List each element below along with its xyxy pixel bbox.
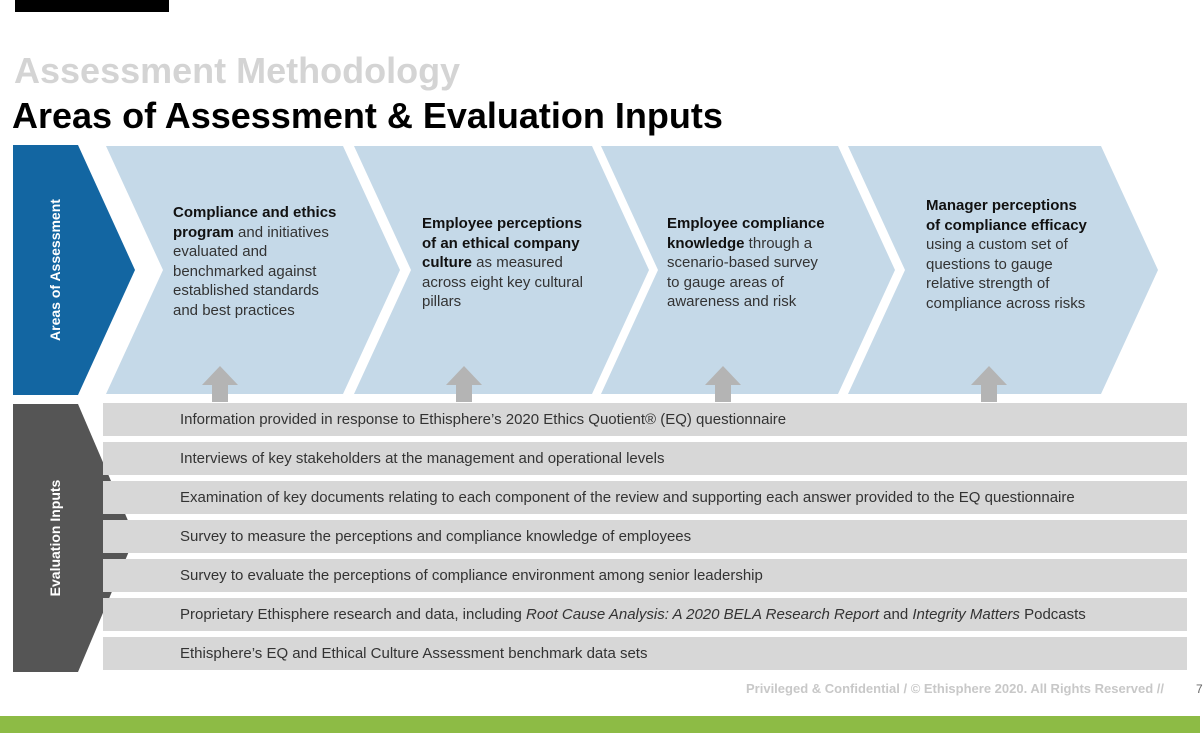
- input-item-1: [180, 410, 786, 430]
- area-text-2: [422, 214, 585, 312]
- input-text: Information provided in response to Ethisphere’s 2020 Ethics Quotient® (EQ) questionnaire: [180, 411, 787, 428]
- input-item-6: [180, 605, 1086, 625]
- input-text: and: [879, 606, 913, 623]
- input-italic-title: Root Cause Analysis: A 2020 BELA Research Report: [526, 606, 880, 623]
- area-desc-3: through a scenario-based survey to gauge areas of awareness and risk: [667, 234, 818, 310]
- input-text: Examination of key documents relating to each component of the review and supporting each answer provided to the EQ questionnaire: [180, 489, 1075, 506]
- input-item-5: [180, 566, 763, 586]
- page-subtitle: Assessment Methodology: [14, 50, 461, 91]
- input-text: Survey to measure the perceptions and compliance knowledge of employees: [180, 528, 692, 545]
- input-text: Podcasts: [1019, 606, 1086, 623]
- areas-side-label: Areas of Assessment: [47, 199, 63, 341]
- page-number: 7: [1196, 682, 1203, 696]
- input-text: Interviews of key stakeholders at the management and operational levels: [180, 450, 665, 467]
- area-desc-1: and initiatives evaluated and benchmarked against established standards and best practices: [173, 223, 329, 319]
- input-item-2: [180, 449, 664, 469]
- inputs-side-label: Evaluation Inputs: [47, 479, 63, 597]
- area-bold-2: Employee perceptions of an ethical company culture: [422, 215, 583, 271]
- input-item-3: [180, 488, 1075, 508]
- bottom-green-bar: [0, 716, 1200, 733]
- areas-side-chevron: [13, 145, 135, 395]
- area-text-3: [667, 214, 832, 312]
- input-item-7: [180, 644, 647, 664]
- area-text-4: [926, 196, 1091, 313]
- area-desc-4: using a custom set of questions to gauge relative strength of compliance across risks: [926, 236, 1086, 312]
- area-bold-4: Manager perceptions of compliance efficacy: [926, 197, 1087, 234]
- area-desc-2: as measured across eight key cultural pillars: [422, 254, 583, 310]
- area-bold-1: Compliance and ethics program: [173, 204, 337, 241]
- input-text: Survey to evaluate the perceptions of compliance environment among senior leadership: [180, 567, 763, 584]
- input-italic-title: Integrity Matters: [912, 606, 1020, 623]
- footer-confidential: Privileged & Confidential / © Ethisphere 2020. All Rights Reserved //: [746, 681, 1164, 696]
- area-bold-3: Employee compliance knowledge: [667, 215, 825, 252]
- input-text: Ethisphere’s EQ and Ethical Culture Assessment benchmark data sets: [180, 645, 648, 662]
- input-item-4: [180, 527, 691, 547]
- input-text: Proprietary Ethisphere research and data, including: [180, 606, 527, 623]
- page-title: Areas of Assessment & Evaluation Inputs: [12, 95, 723, 136]
- area-text-1: [173, 203, 338, 320]
